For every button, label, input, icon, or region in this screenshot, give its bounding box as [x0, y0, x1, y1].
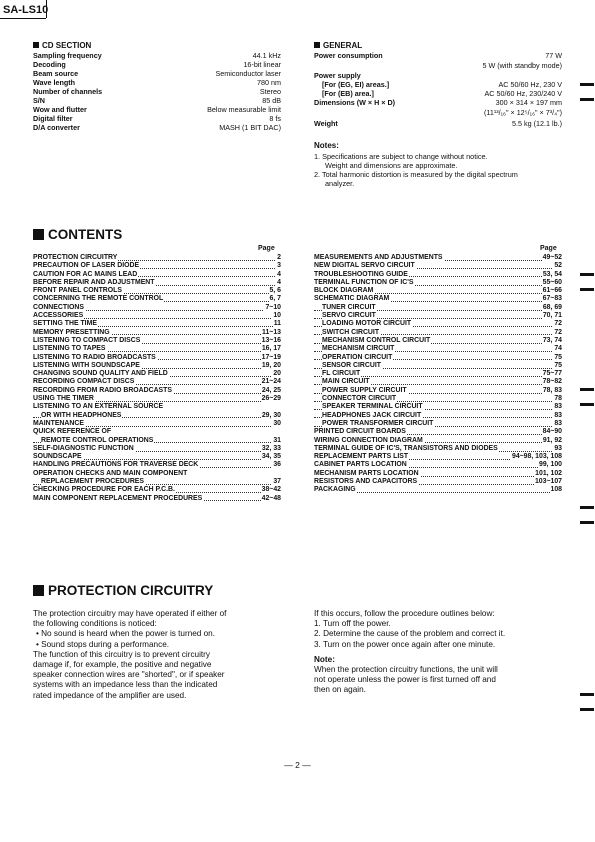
protection-note-title: Note: — [314, 654, 335, 664]
contents-page-header-left: Page — [258, 245, 275, 252]
note-1-line-b: Weight and dimensions are approximate. — [325, 161, 458, 170]
toc-entry — [33, 395, 281, 403]
toc-entry-page: 31 — [273, 436, 281, 444]
protection-heading: PROTECTION CIRCUITRY — [33, 583, 213, 598]
contents-page-header-right: Page — [540, 245, 557, 252]
toc-entry-page: 5, 6 — [269, 287, 281, 295]
margin-tick — [580, 693, 594, 696]
toc-entry-title: CONCERNING THE REMOTE CONTROL — [33, 295, 164, 303]
toc-entry-page: 99, 100 — [539, 461, 562, 469]
toc-entry-title: CHECKING PROCEDURE FOR EACH P.C.B. — [33, 486, 175, 494]
toc-entry — [33, 271, 281, 279]
cd-spec-value: 44.1 kHz — [252, 51, 281, 60]
margin-tick — [580, 403, 594, 406]
toc-entry-page: 37 — [273, 478, 281, 486]
toc-entry — [314, 312, 562, 320]
contents-left-list — [33, 254, 281, 503]
toc-entry-page: 94~98, 103, 108 — [511, 453, 562, 461]
cd-spec-value: 85 dB — [262, 96, 281, 105]
cd-spec-value: MASH (1 BIT DAC) — [219, 123, 281, 132]
margin-tick — [580, 521, 594, 524]
protection-line: the following conditions is noticed: — [33, 619, 157, 629]
toc-entry — [314, 445, 562, 453]
toc-entry — [314, 329, 562, 337]
toc-entry-title: TERMINAL FUNCTION OF IC'S — [314, 278, 414, 286]
toc-entry — [33, 279, 281, 287]
toc-entry-title: REPLACEMENT PROCEDURES — [41, 478, 144, 486]
toc-entry-title: MAINTENANCE — [33, 419, 84, 427]
toc-entry-title: BLOCK DIAGRAM — [314, 287, 374, 295]
toc-entry-page: 108 — [550, 486, 562, 494]
toc-entry-page: 91, 92 — [542, 436, 562, 444]
toc-entry — [33, 287, 281, 295]
toc-entry — [33, 329, 281, 337]
contents-right-list — [314, 254, 562, 495]
toc-entry-page: 73, 74 — [542, 336, 562, 344]
toc-entry-title: CONNECTIONS — [33, 303, 84, 311]
toc-entry-page: 78 — [554, 395, 562, 403]
protection-line: damage if, for example, the positive and negative — [33, 660, 212, 670]
toc-entry — [314, 428, 562, 436]
toc-entry-page: 78~82 — [542, 378, 562, 386]
toc-entry — [33, 453, 281, 461]
toc-entry-title: LISTENING TO COMPACT DISCS — [33, 336, 141, 344]
toc-entry-page: 20 — [273, 370, 281, 378]
power-consumption-value: 77 W — [545, 51, 562, 60]
cd-spec-value: Semiconductor laser — [215, 69, 281, 78]
toc-entry — [33, 403, 281, 411]
margin-tick — [580, 506, 594, 509]
toc-entry — [314, 370, 562, 378]
weight-value: 5.5 kg (12.1 lb.) — [512, 119, 562, 128]
toc-entry — [33, 478, 281, 486]
power-consumption-label: Power consumption — [314, 51, 383, 60]
toc-entry-title: MECHANISM PARTS LOCATION — [314, 469, 419, 477]
toc-entry-page: 3 — [277, 262, 281, 270]
cd-spec-label: Beam source — [33, 69, 79, 78]
toc-entry — [33, 254, 281, 262]
toc-entry — [314, 420, 562, 428]
toc-entry-page: 83 — [554, 419, 562, 427]
protection-step: 3. Turn on the power once again after one minute. — [314, 639, 496, 649]
cd-spec-value: Stereo — [259, 87, 281, 96]
toc-entry — [314, 295, 562, 303]
eg-ei-label: [For (EG, EI) areas.] — [322, 80, 390, 89]
power-supply-label: Power supply — [314, 71, 361, 80]
notes-list — [314, 152, 564, 188]
toc-entry — [314, 287, 562, 295]
toc-entry-page: 78, 83 — [542, 386, 562, 394]
toc-entry-page: 16, 17 — [261, 345, 281, 353]
toc-entry-page: 83 — [554, 403, 562, 411]
toc-entry-page: 38~42 — [261, 486, 281, 494]
eb-label: [For (EB) area.] — [322, 89, 374, 98]
contents-heading: CONTENTS — [33, 227, 122, 242]
toc-entry-page: 83 — [554, 411, 562, 419]
toc-entry-title: TUNER CIRCUIT — [322, 303, 376, 311]
toc-entry-page: 55~60 — [542, 278, 562, 286]
protection-line: • No sound is heard when the power is turned on. — [36, 629, 216, 639]
toc-entry-page: 32, 33 — [261, 444, 281, 452]
toc-entry — [314, 254, 562, 262]
toc-entry-title: LOADING MOTOR CIRCUIT — [322, 320, 412, 328]
toc-entry — [33, 345, 281, 353]
toc-entry-page: 7~10 — [265, 303, 281, 311]
toc-entry — [33, 262, 281, 270]
toc-entry-title: CABINET PARTS LOCATION — [314, 461, 407, 469]
toc-entry — [314, 403, 562, 411]
toc-entry-page: 84~90 — [542, 428, 562, 436]
toc-entry — [314, 437, 562, 445]
toc-entry-title: WIRING CONNECTION DIAGRAM — [314, 436, 423, 444]
toc-entry — [33, 337, 281, 345]
toc-entry — [33, 304, 281, 312]
weight-label: Weight — [314, 119, 338, 128]
cd-spec-value: 16-bit linear — [243, 60, 281, 69]
toc-entry-title: CONNECTOR CIRCUIT — [322, 395, 397, 403]
toc-entry-title: FL CIRCUIT — [322, 370, 361, 378]
toc-entry-page: 6, 7 — [269, 295, 281, 303]
toc-entry-title: MEMORY PRESETTING — [33, 328, 110, 336]
toc-entry-page: 30 — [273, 419, 281, 427]
page-number: — 2 — — [284, 760, 311, 770]
toc-entry-title: MECHANISM CIRCUIT — [322, 345, 395, 353]
toc-entry — [314, 395, 562, 403]
toc-entry — [33, 470, 281, 478]
margin-tick — [580, 388, 594, 391]
toc-entry-title: SELF-DIAGNOSTIC FUNCTION — [33, 444, 134, 452]
toc-entry-page: 13~16 — [261, 336, 281, 344]
margin-tick — [580, 98, 594, 101]
cd-spec-label: S/N — [33, 96, 45, 105]
toc-entry — [33, 486, 281, 494]
toc-entry-page: 75 — [554, 361, 562, 369]
toc-entry — [33, 420, 281, 428]
toc-entry — [314, 478, 562, 486]
header-rule — [0, 18, 46, 19]
toc-entry — [33, 412, 281, 420]
toc-entry-title: REMOTE CONTROL OPERATIONS — [41, 436, 154, 444]
toc-entry — [314, 378, 562, 386]
toc-entry-title: CAUTION FOR AC MAINS LEAD — [33, 270, 138, 278]
toc-entry-page: 11 — [273, 320, 281, 328]
toc-entry-title: OPERATION CIRCUIT — [322, 353, 393, 361]
bullet-square-icon — [33, 585, 44, 596]
toc-entry-title: POWER TRANSFORMER CIRCUIT — [322, 419, 434, 427]
cd-spec-value: 8 fs — [269, 114, 281, 123]
protection-line: speaker connection wires are "shorted", or if speaker — [33, 670, 225, 680]
toc-entry-title: BEFORE REPAIR AND ADJUSTMENT — [33, 278, 155, 286]
protection-line: systems with an impedance less than the indicated — [33, 680, 218, 690]
toc-entry-page: 101, 102 — [535, 469, 562, 477]
note-1-line-a: 1. Specifications are subject to change without notice. — [314, 152, 488, 161]
protection-left-text — [33, 609, 283, 701]
margin-tick — [580, 83, 594, 86]
toc-entry-title: MAIN COMPONENT REPLACEMENT PROCEDURES — [33, 494, 203, 502]
toc-entry — [33, 312, 281, 320]
toc-entry-title: RECORDING FROM RADIO BROADCASTS — [33, 386, 172, 394]
cd-spec-value: 780 nm — [257, 78, 281, 87]
toc-entry — [33, 354, 281, 362]
note-2-line-a: 2. Total harmonic distortion is measured by the digital spectrum — [314, 170, 518, 179]
dimensions-label: Dimensions (W × H × D) — [314, 98, 396, 107]
toc-entry — [314, 470, 562, 478]
toc-entry-page: 49~52 — [542, 254, 562, 261]
toc-entry — [314, 387, 562, 395]
notes-title: Notes: — [314, 141, 339, 150]
toc-entry-title: ACCESSORIES — [33, 312, 84, 320]
toc-entry — [33, 445, 281, 453]
eb-value: AC 50/60 Hz, 230/240 V — [484, 89, 562, 98]
margin-tick — [580, 708, 594, 711]
toc-entry-title: LISTENING TO TAPES — [33, 345, 106, 353]
toc-entry-title: HANDLING PRECAUTIONS FOR TRAVERSE DECK — [33, 461, 199, 469]
cd-section-heading: CD SECTION — [33, 41, 91, 50]
toc-entry-page: 67~83 — [542, 295, 562, 303]
toc-entry-page: 4 — [277, 270, 281, 278]
cd-spec-label: Digital filter — [33, 114, 73, 123]
bullet-square-icon — [33, 229, 44, 240]
toc-entry-page: 75 — [554, 353, 562, 361]
toc-entry-title: PACKAGING — [314, 486, 356, 494]
protection-step: 1. Turn off the power. — [314, 619, 391, 629]
toc-entry — [314, 262, 562, 270]
toc-entry — [33, 461, 281, 469]
cd-spec-label: Decoding — [33, 60, 66, 69]
toc-entry-page: 68, 69 — [542, 303, 562, 311]
toc-entry-title: USING THE TIMER — [33, 395, 94, 403]
toc-entry-title: RESISTORS AND CAPACITORS — [314, 478, 418, 486]
toc-entry-title: SCHEMATIC DIAGRAM — [314, 295, 390, 303]
toc-entry-title: SWITCH CIRCUIT — [322, 328, 380, 336]
protection-step: 2. Determine the cause of the problem and correct it. — [314, 629, 506, 639]
toc-entry — [33, 378, 281, 386]
toc-entry-page: 4 — [277, 278, 281, 286]
protection-note-line: not operate unless the power is first turned off and — [314, 675, 496, 685]
toc-entry-title: MEASUREMENTS AND ADJUSTMENTS — [314, 254, 443, 261]
toc-entry — [314, 412, 562, 420]
toc-entry-title: SERVO CIRCUIT — [322, 312, 376, 320]
toc-entry-title: SENSOR CIRCUIT — [322, 361, 381, 369]
header-vrule — [46, 0, 47, 18]
toc-entry-page: 61~66 — [542, 287, 562, 295]
toc-entry-title: PRECAUTION OF LASER DIODE — [33, 262, 140, 270]
toc-entry — [33, 428, 281, 436]
cd-spec-label: Sampling frequency — [33, 51, 102, 60]
toc-entry-page: 11~13 — [262, 328, 281, 336]
toc-entry-page: 29, 30 — [261, 411, 281, 419]
note-2-line-b: analyzer. — [325, 179, 355, 188]
margin-tick — [580, 273, 594, 276]
toc-entry — [314, 345, 562, 353]
toc-entry — [314, 354, 562, 362]
margin-tick — [580, 288, 594, 291]
toc-entry — [314, 453, 562, 461]
toc-entry-title: POWER SUPPLY CIRCUIT — [322, 386, 407, 394]
toc-entry-title: OR WITH HEADPHONES — [41, 411, 122, 419]
toc-entry-page: 70, 71 — [542, 312, 562, 320]
toc-entry-page: 72 — [554, 320, 562, 328]
toc-entry-title: LISTENING WITH SOUNDSCAPE — [33, 361, 140, 369]
cd-spec-label: Number of channels — [33, 87, 103, 96]
protection-note-line: When the protection circuitry functions, the unit will — [314, 665, 498, 675]
toc-entry-page: 2 — [277, 254, 281, 261]
toc-entry-title: OPERATION CHECKS AND MAIN COMPONENT — [33, 469, 188, 477]
toc-entry-page: 26~29 — [261, 395, 281, 403]
toc-entry — [314, 461, 562, 469]
protection-intro: If this occurs, follow the procedure outlines below: — [314, 609, 495, 618]
toc-entry — [314, 304, 562, 312]
protection-line: The protection circuitry may have operated if either of — [33, 609, 227, 618]
bullet-square-icon — [314, 42, 320, 48]
toc-entry-page: 36 — [273, 461, 281, 469]
toc-entry-page: 75~77 — [542, 370, 562, 378]
toc-entry-title: SOUNDSCAPE — [33, 453, 82, 461]
toc-entry-title: TERMINAL GUIDE OF IC'S, TRANSISTORS AND DIODES — [314, 444, 498, 452]
toc-entry — [314, 271, 562, 279]
cd-spec-label: Wave length — [33, 78, 76, 87]
cd-spec-list — [33, 52, 281, 132]
toc-entry-title: NEW DIGITAL SERVO CIRCUIT — [314, 262, 415, 270]
toc-entry-title: QUICK REFERENCE OF — [33, 428, 112, 436]
toc-entry-title: REPLACEMENT PARTS LIST — [314, 453, 409, 461]
protection-note-line: then on again. — [314, 685, 366, 695]
cd-spec-label: Wow and flutter — [33, 105, 87, 114]
toc-entry-page: 42~48 — [261, 494, 281, 502]
dimensions-inch-value: (11¹³/₁₆" × 12⁵/₁₆" × 7³/₄") — [483, 108, 562, 117]
standby-value: 5 W (with standby mode) — [482, 61, 562, 70]
toc-entry — [33, 387, 281, 395]
toc-entry-page: 34, 35 — [261, 453, 281, 461]
toc-entry — [33, 320, 281, 328]
toc-entry-title: HEADPHONES JACK CIRCUIT — [322, 411, 422, 419]
toc-entry-page: 19, 20 — [261, 361, 281, 369]
toc-entry-page: 74 — [554, 345, 562, 353]
toc-entry-page: 21~24 — [261, 378, 281, 386]
toc-entry — [33, 495, 281, 503]
protection-right-text — [314, 609, 564, 696]
toc-entry-title: LISTENING TO AN EXTERNAL SOURCE — [33, 403, 164, 411]
toc-entry-title: SETTING THE TIME — [33, 320, 97, 328]
toc-entry — [314, 486, 562, 494]
general-heading: GENERAL — [314, 41, 362, 50]
toc-entry-title: TROUBLESHOOTING GUIDE — [314, 270, 408, 278]
cd-spec-label: D/A converter — [33, 123, 80, 132]
toc-entry — [33, 362, 281, 370]
toc-entry-page: 52 — [554, 262, 562, 270]
toc-entry-page: 72 — [554, 328, 562, 336]
toc-entry-title: MECHANISM CONTROL CIRCUIT — [322, 336, 431, 344]
toc-entry — [314, 279, 562, 287]
toc-entry-title: RECORDING COMPACT DISCS — [33, 378, 135, 386]
bullet-square-icon — [33, 42, 39, 48]
toc-entry-title: LISTENING TO RADIO BROADCASTS — [33, 353, 156, 361]
protection-line: rated impedance of the amplifier are used. — [33, 690, 187, 700]
dimensions-value: 300 × 314 × 197 mm — [495, 98, 562, 107]
cd-spec-value: Below measurable limit — [207, 105, 281, 114]
toc-entry-title: CHANGING SOUND QUALITY AND FIELD — [33, 370, 168, 378]
toc-entry — [33, 437, 281, 445]
model-header: SA-LS10 — [3, 4, 49, 16]
toc-entry — [314, 362, 562, 370]
toc-entry-title: FRONT PANEL CONTROLS — [33, 287, 122, 295]
toc-entry — [33, 295, 281, 303]
toc-entry-page: 24, 25 — [261, 386, 281, 394]
protection-line: • Sound stops during a performance. — [36, 639, 170, 649]
eg-ei-value: AC 50/60 Hz, 230 V — [498, 80, 562, 89]
toc-entry-title: PRINTED CIRCUIT BOARDS — [314, 428, 406, 436]
toc-entry-page: 93 — [554, 444, 562, 452]
toc-entry — [314, 337, 562, 345]
toc-entry-page: 17~19 — [261, 353, 281, 361]
toc-entry-page: 53, 54 — [542, 270, 562, 278]
toc-entry — [314, 320, 562, 328]
toc-entry-title: PROTECTION CIRCUITRY — [33, 254, 118, 261]
toc-entry-page: 103~107 — [534, 478, 562, 486]
toc-entry-page: 10 — [273, 312, 281, 320]
toc-entry — [33, 370, 281, 378]
protection-line: The function of this circuitry is to prevent circuitry — [33, 649, 211, 659]
toc-entry-title: MAIN CIRCUIT — [322, 378, 370, 386]
toc-entry-title: SPEAKER TERMINAL CIRCUIT — [322, 403, 423, 411]
